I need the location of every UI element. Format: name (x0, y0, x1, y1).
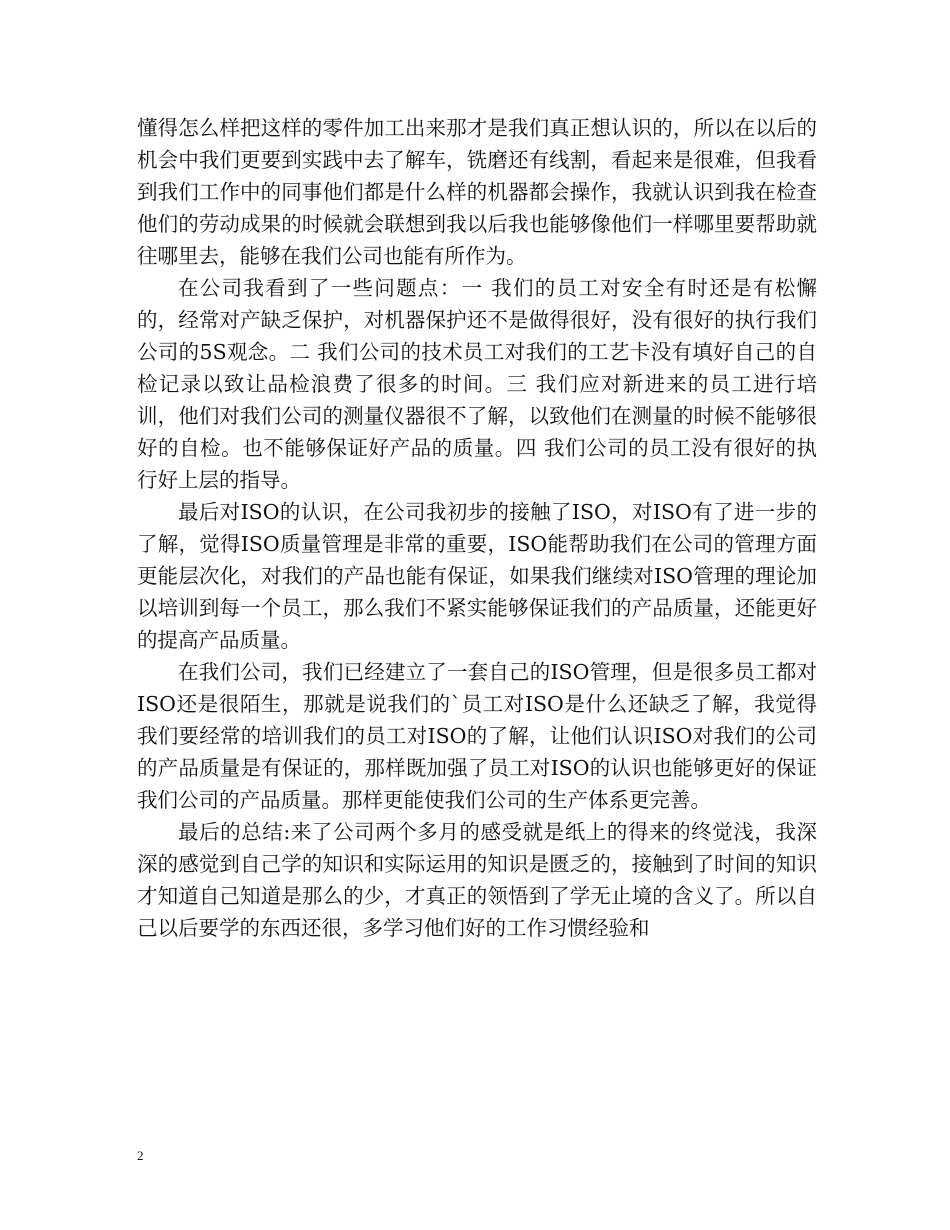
page-number: 2 (137, 1148, 144, 1163)
body-text (137, 112, 817, 944)
paragraph: 懂得怎么样把这样的零件加工出来那才是我们真正想认识的，所以在以后的机会中我们更要到实践中去了解车，铣磨还有线割，看起来是很难，但我看到我们工作中的同事他们都是什么样的机器都会操作，我就认识到我在检查他们的劳动成果的时候就会联想到我以后我也能够像他们一样哪里要帮助就往哪里去，能够在我们公司也能有所作为。 (137, 116, 817, 268)
paragraph: 最后对ISO的认识，在公司我初步的接触了ISO，对ISO有了进一步的了解，觉得ISO质量管理是非常的重要，ISO能帮助我们在公司的管理方面更能层次化，对我们的产品也能有保证，如果我们继续对ISO管理的理论加以培训到每一个员工，那么我们不紧实能够保证我们的产品质量，还能更好的提高产品质量。 (137, 500, 817, 652)
paragraph: 在公司我看到了一些问题点：一 我们的员工对安全有时还是有松懈的，经常对产缺乏保护，对机器保护还不是做得很好，没有很好的执行我们公司的5S观念。二 我们公司的技术员工对我们的工艺卡没有填好自己的自检记录以致让品检浪费了很多的时间。三 我们应对新进来的员工进行培训，他们对我们公司的测量仪器很不了解，以致他们在测量的时候不能够很好的自检。也不能够保证好产品的质量。四 我们公司的员工没有很好的执行好上层的指导。 (137, 276, 817, 492)
paragraph: 最后的总结:来了公司两个多月的感受就是纸上的得来的终觉浅，我深深的感觉到自己学的知识和实际运用的知识是匮乏的，接触到了时间的知识才知道自己知道是那么的少，才真正的领悟到了学无止境的含义了。所以自己以后要学的东西还很，多学习他们好的工作习惯经验和 (137, 820, 817, 940)
paragraph: 在我们公司，我们已经建立了一套自己的ISO管理，但是很多员工都对ISO还是很陌生，那就是说我们的`员工对ISO是什么还缺乏了解，我觉得我们要经常的培训我们的员工对ISO的了解，让他们认识ISO对我们的公司的产品质量是有保证的，那样既加强了员工对ISO的认识也能够更好的保证我们公司的产品质量。那样更能使我们公司的生产体系更完善。 (137, 660, 817, 812)
